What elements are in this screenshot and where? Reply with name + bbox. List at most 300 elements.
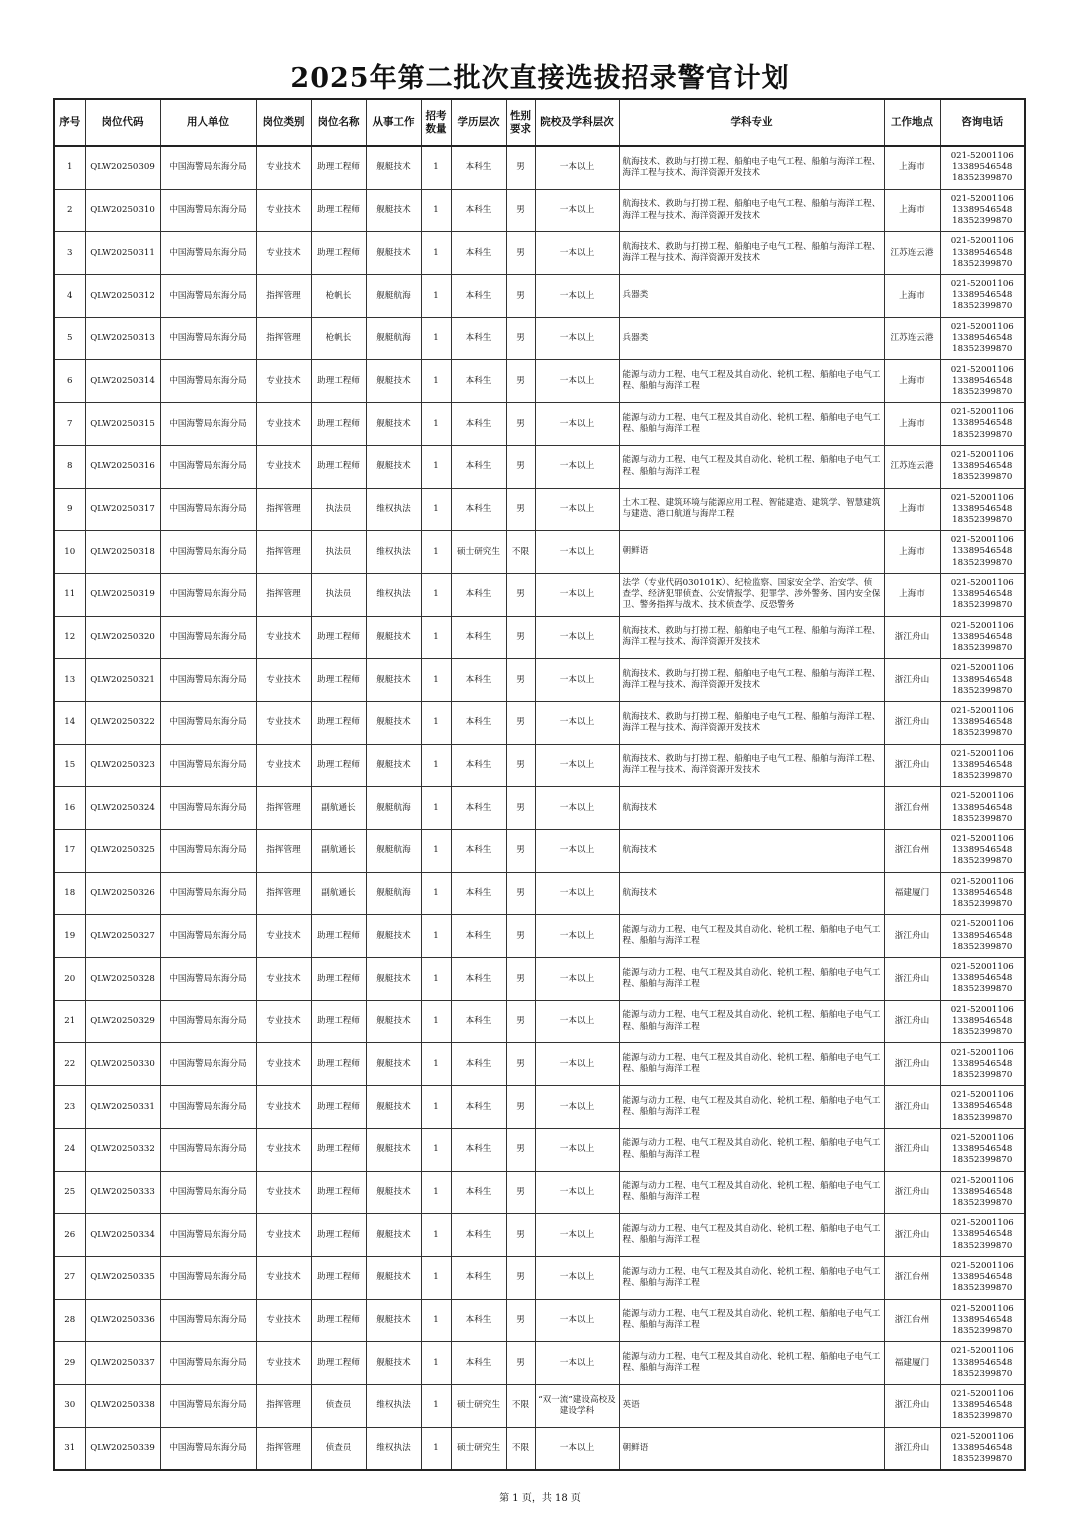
phone-number: 021-52001106	[950, 236, 1014, 247]
cell-location: 浙江台州	[884, 1299, 940, 1342]
cell-position-code: QLW20250337	[85, 1342, 160, 1385]
phone-number: 18352399870	[952, 344, 1013, 355]
cell-education: 本科生	[451, 1256, 506, 1299]
cell-location: 上海市	[884, 403, 940, 446]
cell-count: 1	[421, 1384, 451, 1427]
cell-education: 本科生	[451, 915, 506, 958]
cell-major: 兵器类	[619, 275, 884, 318]
cell-position-name: 助理工程师	[311, 701, 366, 744]
cell-count: 1	[421, 1086, 451, 1129]
cell-position-name: 助理工程师	[311, 915, 366, 958]
table-row	[54, 701, 1025, 744]
cell-location: 浙江舟山	[884, 1171, 940, 1214]
cell-count: 1	[421, 744, 451, 787]
phone-number: 13389546548	[952, 333, 1013, 343]
table-row	[54, 1086, 1025, 1129]
cell-school-level: 一本以上	[535, 830, 619, 873]
cell-phones	[940, 189, 1025, 232]
cell-major: 航海技术	[619, 787, 884, 830]
cell-count: 1	[421, 701, 451, 744]
phone-number: 18352399870	[952, 173, 1013, 184]
cell-education: 本科生	[451, 616, 506, 659]
cell-position-code: QLW20250309	[85, 146, 160, 189]
cell-category: 指挥管理	[256, 573, 311, 616]
table-row	[54, 1427, 1025, 1470]
cell-gender: 男	[506, 360, 535, 403]
phone-number: 021-52001106	[950, 1090, 1014, 1101]
cell-employer: 中国海警局东海分局	[160, 1427, 256, 1470]
phone-number: 18352399870	[952, 1325, 1013, 1336]
cell-major: 能源与动力工程、电气工程及其自动化、轮机工程、船舶电子电气工程、船舶与海洋工程	[619, 1043, 884, 1086]
phone-number: 13389546548	[952, 1101, 1013, 1112]
phone-number: 021-52001106	[950, 919, 1014, 930]
cell-gender: 不限	[506, 1384, 535, 1427]
cell-category: 专业技术	[256, 1043, 311, 1086]
cell-employer: 中国海警局东海分局	[160, 360, 256, 403]
cell-major: 能源与动力工程、电气工程及其自动化、轮机工程、船舶电子电气工程、船舶与海洋工程	[619, 403, 884, 446]
cell-gender: 男	[506, 616, 535, 659]
table-row	[54, 830, 1025, 873]
phone-number: 021-52001106	[950, 1431, 1014, 1442]
cell-education: 本科生	[451, 1000, 506, 1043]
cell-education: 本科生	[451, 488, 506, 531]
phone-number: 13389546548	[952, 375, 1013, 386]
cell-education: 本科生	[451, 445, 506, 488]
phone-number: 18352399870	[952, 941, 1013, 952]
cell-index: 23	[54, 1086, 85, 1129]
cell-location: 浙江台州	[884, 787, 940, 830]
phone-number: 13389546548	[952, 1186, 1013, 1197]
cell-position-name: 侦查员	[311, 1384, 366, 1427]
cell-index: 10	[54, 531, 85, 574]
cell-phones	[940, 1342, 1025, 1385]
cell-work: 舰艇技术	[366, 146, 421, 189]
cell-position-name: 助理工程师	[311, 146, 366, 189]
cell-work: 舰艇航海	[366, 830, 421, 873]
phone-number: 13389546548	[952, 204, 1013, 215]
phone-number: 021-52001106	[950, 748, 1014, 759]
phone-number: 13389546548	[952, 546, 1013, 557]
cell-employer: 中国海警局东海分局	[160, 701, 256, 744]
table-row	[54, 1000, 1025, 1043]
cell-gender: 男	[506, 1086, 535, 1129]
cell-location: 江苏连云港	[884, 445, 940, 488]
phone-number: 18352399870	[952, 728, 1013, 739]
cell-work: 舰艇技术	[366, 1342, 421, 1385]
cell-employer: 中国海警局东海分局	[160, 830, 256, 873]
cell-count: 1	[421, 445, 451, 488]
cell-count: 1	[421, 830, 451, 873]
cell-category: 专业技术	[256, 958, 311, 1001]
cell-category: 专业技术	[256, 445, 311, 488]
phone-number: 021-52001106	[950, 1346, 1014, 1357]
cell-count: 1	[421, 146, 451, 189]
cell-position-name: 助理工程师	[311, 616, 366, 659]
cell-index: 13	[54, 659, 85, 702]
cell-position-code: QLW20250312	[85, 275, 160, 318]
table-row	[54, 1214, 1025, 1257]
cell-location: 上海市	[884, 189, 940, 232]
page-title: 2025年第二批次直接选拔招录警官计划	[290, 63, 790, 94]
cell-school-level: 一本以上	[535, 1043, 619, 1086]
table-row	[54, 488, 1025, 531]
cell-category: 专业技术	[256, 360, 311, 403]
phone-number: 18352399870	[952, 642, 1013, 653]
cell-category: 专业技术	[256, 1000, 311, 1043]
cell-gender: 不限	[506, 1427, 535, 1470]
cell-education: 本科生	[451, 573, 506, 616]
cell-gender: 男	[506, 1043, 535, 1086]
cell-school-level: 一本以上	[535, 317, 619, 360]
cell-index: 7	[54, 403, 85, 446]
cell-index: 2	[54, 189, 85, 232]
header-cell: 序号	[54, 99, 85, 146]
cell-major: 朝鲜语	[619, 1427, 884, 1470]
table-row	[54, 1299, 1025, 1342]
phone-number: 021-52001106	[950, 620, 1014, 631]
cell-phones	[940, 1171, 1025, 1214]
table-row	[54, 1128, 1025, 1171]
cell-count: 1	[421, 317, 451, 360]
cell-work: 舰艇技术	[366, 189, 421, 232]
cell-gender: 男	[506, 403, 535, 446]
cell-school-level: 一本以上	[535, 531, 619, 574]
cell-major: 航海技术	[619, 830, 884, 873]
cell-phones	[940, 488, 1025, 531]
cell-major: 能源与动力工程、电气工程及其自动化、轮机工程、船舶电子电气工程、船舶与海洋工程	[619, 1214, 884, 1257]
cell-education: 硕士研究生	[451, 1427, 506, 1470]
phone-number: 13389546548	[952, 973, 1013, 984]
cell-school-level: 一本以上	[535, 616, 619, 659]
cell-gender: 男	[506, 445, 535, 488]
phone-number: 021-52001106	[950, 834, 1014, 845]
header-cell: 性别要求	[506, 99, 535, 146]
cell-gender: 男	[506, 1342, 535, 1385]
phone-number: 021-52001106	[950, 193, 1014, 204]
cell-index: 5	[54, 317, 85, 360]
cell-major: 航海技术、救助与打捞工程、船舶电子电气工程、船舶与海洋工程、海洋工程与技术、海洋资源开发技术	[619, 616, 884, 659]
table-row	[54, 1171, 1025, 1214]
cell-position-code: QLW20250329	[85, 1000, 160, 1043]
cell-phones	[940, 701, 1025, 744]
cell-phones	[940, 1299, 1025, 1342]
cell-index: 17	[54, 830, 85, 873]
cell-count: 1	[421, 1171, 451, 1214]
cell-education: 本科生	[451, 872, 506, 915]
cell-phones	[940, 317, 1025, 360]
cell-education: 本科生	[451, 830, 506, 873]
cell-position-code: QLW20250325	[85, 830, 160, 873]
phone-number: 13389546548	[952, 845, 1013, 856]
cell-phones	[940, 958, 1025, 1001]
cell-school-level: 一本以上	[535, 360, 619, 403]
cell-school-level: 一本以上	[535, 744, 619, 787]
cell-gender: 男	[506, 1214, 535, 1257]
cell-work: 舰艇航海	[366, 275, 421, 318]
cell-position-name: 助理工程师	[311, 232, 366, 275]
cell-education: 本科生	[451, 1214, 506, 1257]
cell-phones	[940, 616, 1025, 659]
table-row	[54, 744, 1025, 787]
cell-school-level: 一本以上	[535, 1171, 619, 1214]
cell-location: 浙江舟山	[884, 744, 940, 787]
cell-work: 舰艇航海	[366, 317, 421, 360]
cell-phones	[940, 445, 1025, 488]
cell-work: 维权执法	[366, 1427, 421, 1470]
table-row	[54, 915, 1025, 958]
cell-location: 上海市	[884, 573, 940, 616]
phone-number: 18352399870	[952, 1283, 1013, 1294]
cell-location: 浙江舟山	[884, 1086, 940, 1129]
cell-gender: 不限	[506, 531, 535, 574]
cell-count: 1	[421, 275, 451, 318]
page-footer: 第 1 页，共 18 页	[499, 1493, 581, 1504]
cell-major: 能源与动力工程、电气工程及其自动化、轮机工程、船舶电子电气工程、船舶与海洋工程	[619, 1256, 884, 1299]
cell-gender: 男	[506, 275, 535, 318]
cell-gender: 男	[506, 573, 535, 616]
cell-index: 24	[54, 1128, 85, 1171]
cell-school-level: 一本以上	[535, 872, 619, 915]
cell-phones	[940, 146, 1025, 189]
phone-number: 021-52001106	[950, 1047, 1014, 1058]
cell-major: 航海技术	[619, 872, 884, 915]
cell-employer: 中国海警局东海分局	[160, 787, 256, 830]
cell-count: 1	[421, 189, 451, 232]
phone-number: 13389546548	[952, 418, 1013, 429]
cell-education: 本科生	[451, 744, 506, 787]
table-body	[54, 146, 1025, 1470]
cell-employer: 中国海警局东海分局	[160, 1256, 256, 1299]
phone-number: 18352399870	[952, 813, 1013, 824]
cell-gender: 男	[506, 744, 535, 787]
cell-education: 本科生	[451, 659, 506, 702]
cell-location: 浙江舟山	[884, 1384, 940, 1427]
cell-category: 专业技术	[256, 1299, 311, 1342]
cell-position-name: 副航通长	[311, 787, 366, 830]
cell-position-name: 助理工程师	[311, 189, 366, 232]
cell-phones	[940, 915, 1025, 958]
phone-number: 021-52001106	[950, 1218, 1014, 1229]
cell-phones	[940, 360, 1025, 403]
phone-number: 18352399870	[952, 1411, 1013, 1422]
cell-work: 舰艇技术	[366, 1000, 421, 1043]
cell-employer: 中国海警局东海分局	[160, 1000, 256, 1043]
cell-category: 专业技术	[256, 232, 311, 275]
phone-number: 021-52001106	[950, 1004, 1014, 1015]
table-row	[54, 616, 1025, 659]
phone-number: 021-52001106	[950, 1260, 1014, 1271]
cell-position-code: QLW20250327	[85, 915, 160, 958]
phone-number: 021-52001106	[950, 1389, 1014, 1400]
table-row	[54, 1384, 1025, 1427]
phone-number: 021-52001106	[950, 1303, 1014, 1314]
cell-school-level: 一本以上	[535, 1256, 619, 1299]
header-cell: 学历层次	[451, 99, 506, 146]
cell-index: 29	[54, 1342, 85, 1385]
cell-position-code: QLW20250328	[85, 958, 160, 1001]
cell-category: 专业技术	[256, 915, 311, 958]
cell-position-name: 助理工程师	[311, 1342, 366, 1385]
cell-major: 能源与动力工程、电气工程及其自动化、轮机工程、船舶电子电气工程、船舶与海洋工程	[619, 360, 884, 403]
cell-position-name: 执法员	[311, 488, 366, 531]
cell-count: 1	[421, 488, 451, 531]
cell-school-level: 一本以上	[535, 1128, 619, 1171]
phone-number: 13389546548	[952, 1400, 1013, 1411]
cell-phones	[940, 744, 1025, 787]
cell-phones	[940, 1043, 1025, 1086]
cell-location: 浙江舟山	[884, 915, 940, 958]
cell-location: 上海市	[884, 488, 940, 531]
cell-phones	[940, 403, 1025, 446]
phone-number: 13389546548	[952, 1272, 1013, 1283]
cell-count: 1	[421, 616, 451, 659]
cell-phones	[940, 1427, 1025, 1470]
phone-number: 13389546548	[952, 674, 1013, 685]
cell-location: 浙江舟山	[884, 1427, 940, 1470]
cell-location: 浙江台州	[884, 830, 940, 873]
cell-count: 1	[421, 659, 451, 702]
cell-location: 上海市	[884, 531, 940, 574]
cell-count: 1	[421, 1128, 451, 1171]
cell-position-name: 侦查员	[311, 1427, 366, 1470]
phone-number: 13389546548	[952, 290, 1013, 301]
cell-phones	[940, 787, 1025, 830]
cell-work: 舰艇技术	[366, 445, 421, 488]
phone-number: 13389546548	[952, 1442, 1013, 1453]
cell-location: 福建厦门	[884, 872, 940, 915]
cell-major: 航海技术、救助与打捞工程、船舶电子电气工程、船舶与海洋工程、海洋工程与技术、海洋资源开发技术	[619, 232, 884, 275]
cell-employer: 中国海警局东海分局	[160, 275, 256, 318]
cell-position-name: 助理工程师	[311, 1000, 366, 1043]
cell-category: 专业技术	[256, 1256, 311, 1299]
cell-major: 能源与动力工程、电气工程及其自动化、轮机工程、船舶电子电气工程、船舶与海洋工程	[619, 1000, 884, 1043]
cell-category: 专业技术	[256, 403, 311, 446]
cell-education: 本科生	[451, 1171, 506, 1214]
phone-number: 13389546548	[952, 1357, 1013, 1368]
cell-phones	[940, 1128, 1025, 1171]
cell-count: 1	[421, 1342, 451, 1385]
cell-employer: 中国海警局东海分局	[160, 1043, 256, 1086]
table-row	[54, 317, 1025, 360]
phone-number: 021-52001106	[950, 407, 1014, 418]
phone-number: 18352399870	[952, 301, 1013, 312]
cell-count: 1	[421, 403, 451, 446]
cell-phones	[940, 872, 1025, 915]
cell-category: 专业技术	[256, 744, 311, 787]
phone-number: 13389546548	[952, 1144, 1013, 1155]
table-row	[54, 189, 1025, 232]
cell-position-code: QLW20250310	[85, 189, 160, 232]
cell-position-code: QLW20250322	[85, 701, 160, 744]
cell-work: 舰艇技术	[366, 616, 421, 659]
cell-school-level: 一本以上	[535, 445, 619, 488]
header-cell: 岗位名称	[311, 99, 366, 146]
table-row	[54, 146, 1025, 189]
phone-number: 18352399870	[952, 1240, 1013, 1251]
cell-count: 1	[421, 958, 451, 1001]
phone-number: 18352399870	[952, 984, 1013, 995]
cell-employer: 中国海警局东海分局	[160, 872, 256, 915]
cell-gender: 男	[506, 659, 535, 702]
phone-number: 18352399870	[952, 429, 1013, 440]
cell-position-code: QLW20250331	[85, 1086, 160, 1129]
cell-school-level: 一本以上	[535, 275, 619, 318]
cell-education: 硕士研究生	[451, 1384, 506, 1427]
cell-position-name: 执法员	[311, 531, 366, 574]
cell-school-level: 一本以上	[535, 1214, 619, 1257]
cell-index: 11	[54, 573, 85, 616]
cell-school-level: 一本以上	[535, 958, 619, 1001]
phone-number: 18352399870	[952, 514, 1013, 525]
cell-position-code: QLW20250319	[85, 573, 160, 616]
cell-phones	[940, 573, 1025, 616]
cell-position-code: QLW20250335	[85, 1256, 160, 1299]
phone-number: 13389546548	[952, 759, 1013, 770]
cell-education: 硕士研究生	[451, 531, 506, 574]
cell-category: 专业技术	[256, 146, 311, 189]
cell-phones	[940, 531, 1025, 574]
phone-number: 021-52001106	[950, 364, 1014, 375]
cell-position-name: 助理工程师	[311, 360, 366, 403]
header-cell: 院校及学科层次	[535, 99, 619, 146]
table-row	[54, 275, 1025, 318]
cell-phones	[940, 1384, 1025, 1427]
phone-number: 18352399870	[952, 1368, 1013, 1379]
cell-position-code: QLW20250330	[85, 1043, 160, 1086]
cell-category: 指挥管理	[256, 488, 311, 531]
cell-position-name: 助理工程师	[311, 403, 366, 446]
cell-work: 舰艇技术	[366, 1043, 421, 1086]
cell-work: 舰艇技术	[366, 659, 421, 702]
cell-school-level: 一本以上	[535, 1000, 619, 1043]
cell-category: 指挥管理	[256, 1384, 311, 1427]
cell-gender: 男	[506, 317, 535, 360]
header-cell: 从事工作	[366, 99, 421, 146]
cell-position-code: QLW20250318	[85, 531, 160, 574]
cell-position-name: 枪帆长	[311, 317, 366, 360]
cell-major: 航海技术、救助与打捞工程、船舶电子电气工程、船舶与海洋工程、海洋工程与技术、海洋资源开发技术	[619, 146, 884, 189]
phone-number: 18352399870	[952, 258, 1013, 269]
cell-work: 舰艇技术	[366, 403, 421, 446]
cell-gender: 男	[506, 232, 535, 275]
cell-work: 舰艇技术	[366, 701, 421, 744]
phone-number: 13389546548	[952, 461, 1013, 472]
cell-school-level: 一本以上	[535, 1427, 619, 1470]
cell-category: 专业技术	[256, 701, 311, 744]
cell-location: 浙江舟山	[884, 701, 940, 744]
cell-education: 本科生	[451, 360, 506, 403]
cell-employer: 中国海警局东海分局	[160, 403, 256, 446]
phone-number: 18352399870	[952, 856, 1013, 867]
cell-education: 本科生	[451, 232, 506, 275]
cell-employer: 中国海警局东海分局	[160, 1128, 256, 1171]
cell-major: 英语	[619, 1384, 884, 1427]
cell-position-code: QLW20250315	[85, 403, 160, 446]
cell-employer: 中国海警局东海分局	[160, 531, 256, 574]
phone-number: 021-52001106	[950, 962, 1014, 973]
cell-index: 27	[54, 1256, 85, 1299]
header-cell: 招考数量	[421, 99, 451, 146]
cell-education: 本科生	[451, 958, 506, 1001]
cell-category: 专业技术	[256, 1214, 311, 1257]
cell-phones	[940, 830, 1025, 873]
phone-number: 13389546548	[952, 162, 1013, 173]
phone-number: 18352399870	[952, 685, 1013, 696]
cell-position-name: 助理工程师	[311, 1128, 366, 1171]
cell-employer: 中国海警局东海分局	[160, 1342, 256, 1385]
cell-employer: 中国海警局东海分局	[160, 445, 256, 488]
cell-category: 指挥管理	[256, 872, 311, 915]
